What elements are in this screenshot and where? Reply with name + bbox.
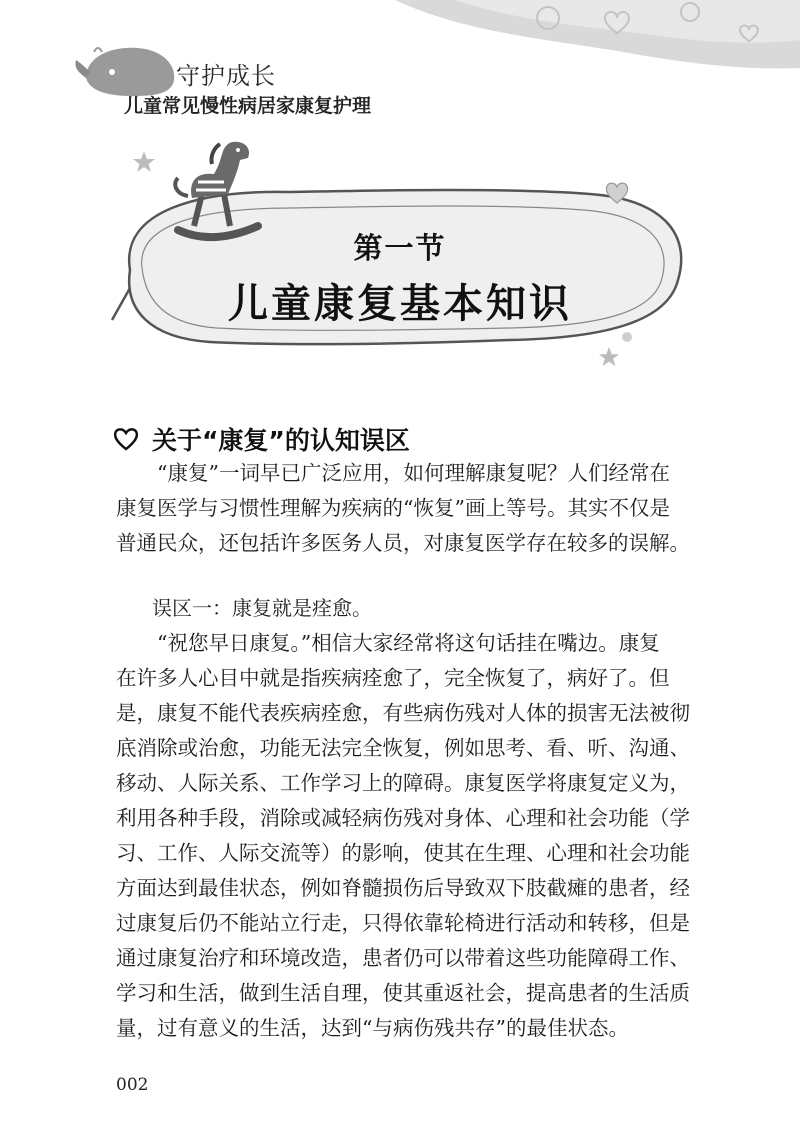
paragraph-line: 康复医学与习惯性理解为疾病的“恢复”画上等号。其实不仅是	[116, 496, 670, 520]
paragraph-line: 方面达到最佳状态，例如脊髓损伤后导致双下肢截瘫的患者，经	[116, 876, 690, 900]
star-decoration-icon	[598, 346, 620, 368]
star-decoration-icon	[132, 150, 156, 174]
paragraph-line: 在许多人心目中就是指疾病痊愈了，完全恢复了，病好了。但	[116, 666, 670, 690]
paragraph-line: 通过康复治疗和环境改造，患者仍可以带着这些功能障碍工作、	[116, 946, 690, 970]
paragraph-line: 移动、人际关系、工作学习上的障碍。康复医学将康复定义为，	[116, 771, 690, 795]
heading-text: 关于“康复”的认知误区	[152, 426, 410, 455]
paragraph-line: “祝您早日康复。”相信大家经常将这句话挂在嘴边。康复	[157, 631, 660, 655]
paragraph-line: 利用各种手段，消除或减轻病伤残对身体、心理和社会功能（学	[116, 806, 690, 830]
paragraph-line: 量，过有意义的生活，达到“与病伤残共存”的最佳状态。	[116, 1016, 629, 1040]
paragraph-line: 过康复后仍不能站立行走，只得依靠轮椅进行活动和转移，但是	[116, 911, 690, 935]
paragraph-line: 学习和生活，做到生活自理，使其重返社会，提高患者的生活质	[116, 981, 690, 1005]
heart-decoration-icon	[604, 180, 630, 206]
series-title: 守护成长	[176, 62, 276, 90]
book-title: 儿童常见慢性病居家康复护理	[124, 95, 372, 117]
paragraph-line: 习、工作、人际交流等）的影响，使其在生理、心理和社会功能	[116, 841, 690, 865]
dot-decoration	[620, 330, 634, 344]
section-title: 儿童康复基本知识	[228, 281, 572, 327]
paragraph-1	[116, 456, 688, 561]
heart-outline-icon	[112, 426, 140, 452]
subheading: 误区一：康复就是痊愈。	[152, 596, 372, 620]
paragraph-line: “康复”一词早已广泛应用，如何理解康复呢？人们经常在	[157, 461, 670, 485]
paragraph-2	[116, 626, 688, 1046]
section-number: 第一节	[353, 231, 447, 265]
paragraph-line: 底消除或治愈，功能无法完全恢复，例如思考、看、听、沟通、	[116, 736, 690, 760]
paragraph-line: 是，康复不能代表疾病痊愈，有些病伤残对人体的损害无法被彻	[116, 701, 690, 725]
paragraph-line: 普通民众，还包括许多医务人员，对康复医学存在较多的误解。	[116, 531, 690, 555]
section-heading	[112, 421, 410, 457]
page-number: 002	[116, 1075, 149, 1095]
